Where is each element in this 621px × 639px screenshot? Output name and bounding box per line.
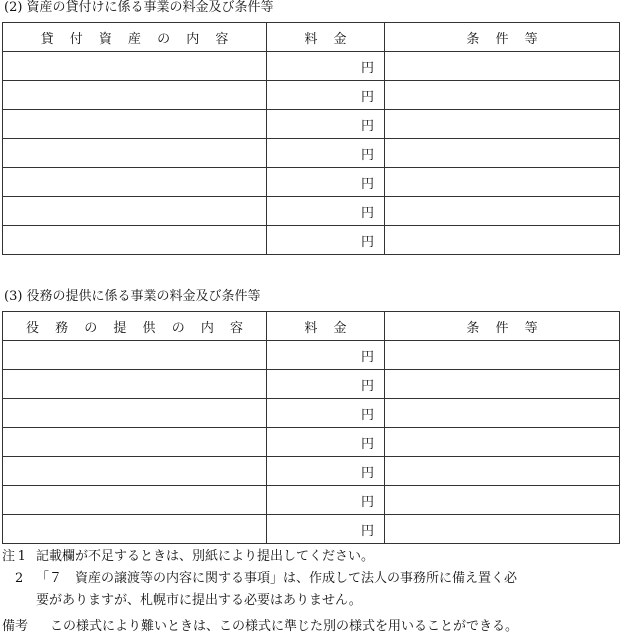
content-column-header: 役 務 の 提 供 の 内 容	[3, 312, 267, 341]
note-number: 2	[15, 571, 24, 586]
table-row	[3, 110, 620, 139]
yen-unit: 円	[360, 176, 374, 192]
fee-cell[interactable]	[267, 399, 385, 428]
conditions-cell[interactable]	[385, 226, 620, 255]
yen-unit: 円	[360, 234, 374, 250]
conditions-column-header: 条 件 等	[385, 23, 620, 52]
fee-cell[interactable]	[267, 197, 385, 226]
content-cell[interactable]	[3, 370, 267, 399]
content-cell[interactable]	[3, 399, 267, 428]
fee-cell[interactable]	[267, 168, 385, 197]
yen-unit: 円	[360, 60, 374, 76]
yen-unit: 円	[360, 349, 374, 365]
notes	[2, 546, 619, 612]
yen-unit: 円	[360, 407, 374, 423]
fee-cell[interactable]	[267, 52, 385, 81]
content-cell[interactable]	[3, 139, 267, 168]
fee-cell[interactable]	[267, 81, 385, 110]
content-cell[interactable]	[3, 110, 267, 139]
table-row	[3, 197, 620, 226]
note-item	[2, 568, 619, 590]
table-row	[3, 52, 620, 81]
yen-unit: 円	[360, 436, 374, 452]
conditions-cell[interactable]	[385, 110, 620, 139]
fee-cell[interactable]	[267, 139, 385, 168]
table-header-row	[3, 312, 620, 341]
table-row	[3, 81, 620, 110]
yen-unit: 円	[360, 118, 374, 134]
table-row	[3, 515, 620, 544]
conditions-cell[interactable]	[385, 341, 620, 370]
content-cell[interactable]	[3, 226, 267, 255]
note-text: 記載欄が不足するときは、別紙により提出してください。	[36, 549, 375, 564]
fee-cell[interactable]	[267, 428, 385, 457]
conditions-cell[interactable]	[385, 457, 620, 486]
conditions-cell[interactable]	[385, 139, 620, 168]
table-row	[3, 486, 620, 515]
content-cell[interactable]	[3, 52, 267, 81]
table-row	[3, 428, 620, 457]
content-cell[interactable]	[3, 428, 267, 457]
content-column-header: 貸 付 資 産 の 内 容	[3, 23, 267, 52]
note-text: 「７ 資産の譲渡等の内容に関する事項」は、作成して法人の事務所に備え置く必	[36, 571, 518, 586]
conditions-cell[interactable]	[385, 399, 620, 428]
yen-unit: 円	[360, 494, 374, 510]
fee-cell[interactable]	[267, 457, 385, 486]
table-row	[3, 168, 620, 197]
service-provision-table	[2, 311, 620, 544]
yen-unit: 円	[360, 205, 374, 221]
conditions-cell[interactable]	[385, 197, 620, 226]
content-cell[interactable]	[3, 81, 267, 110]
conditions-column-header: 条 件 等	[385, 312, 620, 341]
content-cell[interactable]	[3, 168, 267, 197]
fee-cell[interactable]	[267, 486, 385, 515]
note-continuation: 要がありますが、札幌市に提出する必要はありません。	[36, 593, 362, 608]
table-row	[3, 139, 620, 168]
content-cell[interactable]	[3, 486, 267, 515]
conditions-cell[interactable]	[385, 370, 620, 399]
conditions-cell[interactable]	[385, 428, 620, 457]
fee-cell[interactable]	[267, 515, 385, 544]
yen-unit: 円	[360, 378, 374, 394]
fee-cell[interactable]	[267, 226, 385, 255]
table-row	[3, 457, 620, 486]
remark-label: 備考	[2, 619, 29, 634]
content-cell[interactable]	[3, 457, 267, 486]
content-cell[interactable]	[3, 197, 267, 226]
yen-unit: 円	[360, 465, 374, 481]
content-cell[interactable]	[3, 341, 267, 370]
fee-cell[interactable]	[267, 341, 385, 370]
fee-cell[interactable]	[267, 370, 385, 399]
notes-label: 注 1	[2, 549, 26, 564]
asset-lending-table	[2, 22, 620, 255]
table-row	[3, 226, 620, 255]
yen-unit: 円	[360, 147, 374, 163]
yen-unit: 円	[360, 89, 374, 105]
note-item	[2, 546, 619, 568]
conditions-cell[interactable]	[385, 515, 620, 544]
table-row	[3, 399, 620, 428]
conditions-cell[interactable]	[385, 52, 620, 81]
fee-cell[interactable]	[267, 110, 385, 139]
table-row	[3, 341, 620, 370]
content-cell[interactable]	[3, 515, 267, 544]
section-3-title: (3) 役務の提供に係る事業の料金及び条件等	[4, 289, 261, 304]
conditions-cell[interactable]	[385, 81, 620, 110]
remark	[2, 618, 518, 636]
table-row	[3, 370, 620, 399]
conditions-cell[interactable]	[385, 168, 620, 197]
remark-text: この様式により難いときは、この様式に準じた別の様式を用いることができる。	[50, 619, 519, 634]
table-header-row	[3, 23, 620, 52]
fee-column-header: 料 金	[267, 23, 385, 52]
fee-column-header: 料 金	[267, 312, 385, 341]
section-2-title: (2) 資産の貸付けに係る事業の料金及び条件等	[4, 0, 274, 15]
yen-unit: 円	[360, 523, 374, 539]
conditions-cell[interactable]	[385, 486, 620, 515]
